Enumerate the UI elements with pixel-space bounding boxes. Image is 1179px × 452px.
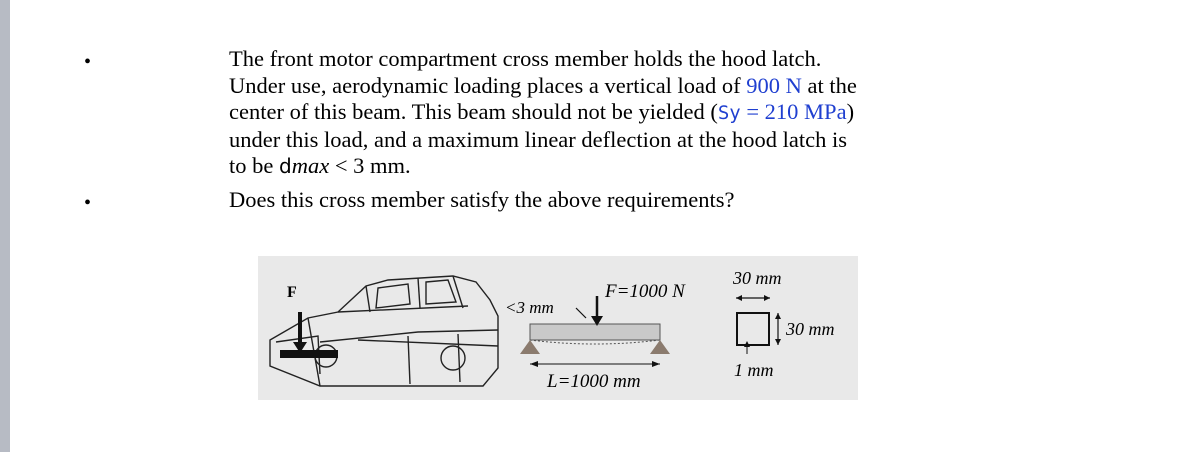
yield-symbol: Sy bbox=[717, 102, 741, 124]
statement-text-3: ) under this load, and a maximum linear deflection at the hood latch is to be bbox=[229, 99, 855, 178]
yield-strength bbox=[718, 99, 847, 124]
statement-text-2: at the center of this beam. This beam should not be yielded ( bbox=[229, 72, 857, 124]
height-dimension-arrow-icon bbox=[775, 313, 781, 345]
car-body-sketch bbox=[270, 276, 498, 386]
width-label: 30 mm bbox=[733, 268, 782, 288]
problem-figure bbox=[258, 256, 858, 400]
car-force-arrow-icon bbox=[293, 312, 307, 353]
problem-statement bbox=[229, 46, 869, 180]
load-value: 900 N bbox=[746, 72, 802, 98]
bullet-1: • bbox=[84, 51, 92, 73]
width-dimension-arrow-icon bbox=[736, 295, 770, 301]
car-force-label: F bbox=[287, 284, 297, 301]
right-support-icon bbox=[650, 340, 670, 354]
page-margin-bar bbox=[0, 0, 10, 452]
square-tube-section-icon bbox=[737, 313, 769, 345]
statement-text-4: < 3 mm. bbox=[329, 153, 411, 178]
question-text: Does this cross member satisfy the above requirements? bbox=[229, 187, 735, 212]
height-label: 30 mm bbox=[786, 319, 835, 339]
cross-section-diagram bbox=[736, 295, 781, 354]
statement-text-1: The front motor compartment cross member holds the hood latch. Under use, aerodynamic loading places a vertical load of bbox=[229, 46, 822, 98]
beam-force-arrow-icon bbox=[591, 296, 603, 326]
yield-value: = 210 MPa bbox=[740, 99, 847, 124]
deflection-label: <3 mm bbox=[505, 298, 554, 317]
left-support-icon bbox=[520, 340, 540, 354]
bullet-2: • bbox=[84, 192, 92, 214]
length-dimension-arrow-icon bbox=[530, 361, 660, 367]
cross-member-bar bbox=[280, 350, 338, 358]
thickness-pointer-icon bbox=[744, 341, 750, 354]
beam-force-label: F=1000 N bbox=[605, 281, 685, 302]
thickness-label: 1 mm bbox=[734, 360, 774, 380]
length-label: L=1000 mm bbox=[547, 371, 641, 392]
max-deflection-symbol: dmax bbox=[279, 153, 330, 178]
deflection-pointer-icon bbox=[576, 308, 586, 318]
